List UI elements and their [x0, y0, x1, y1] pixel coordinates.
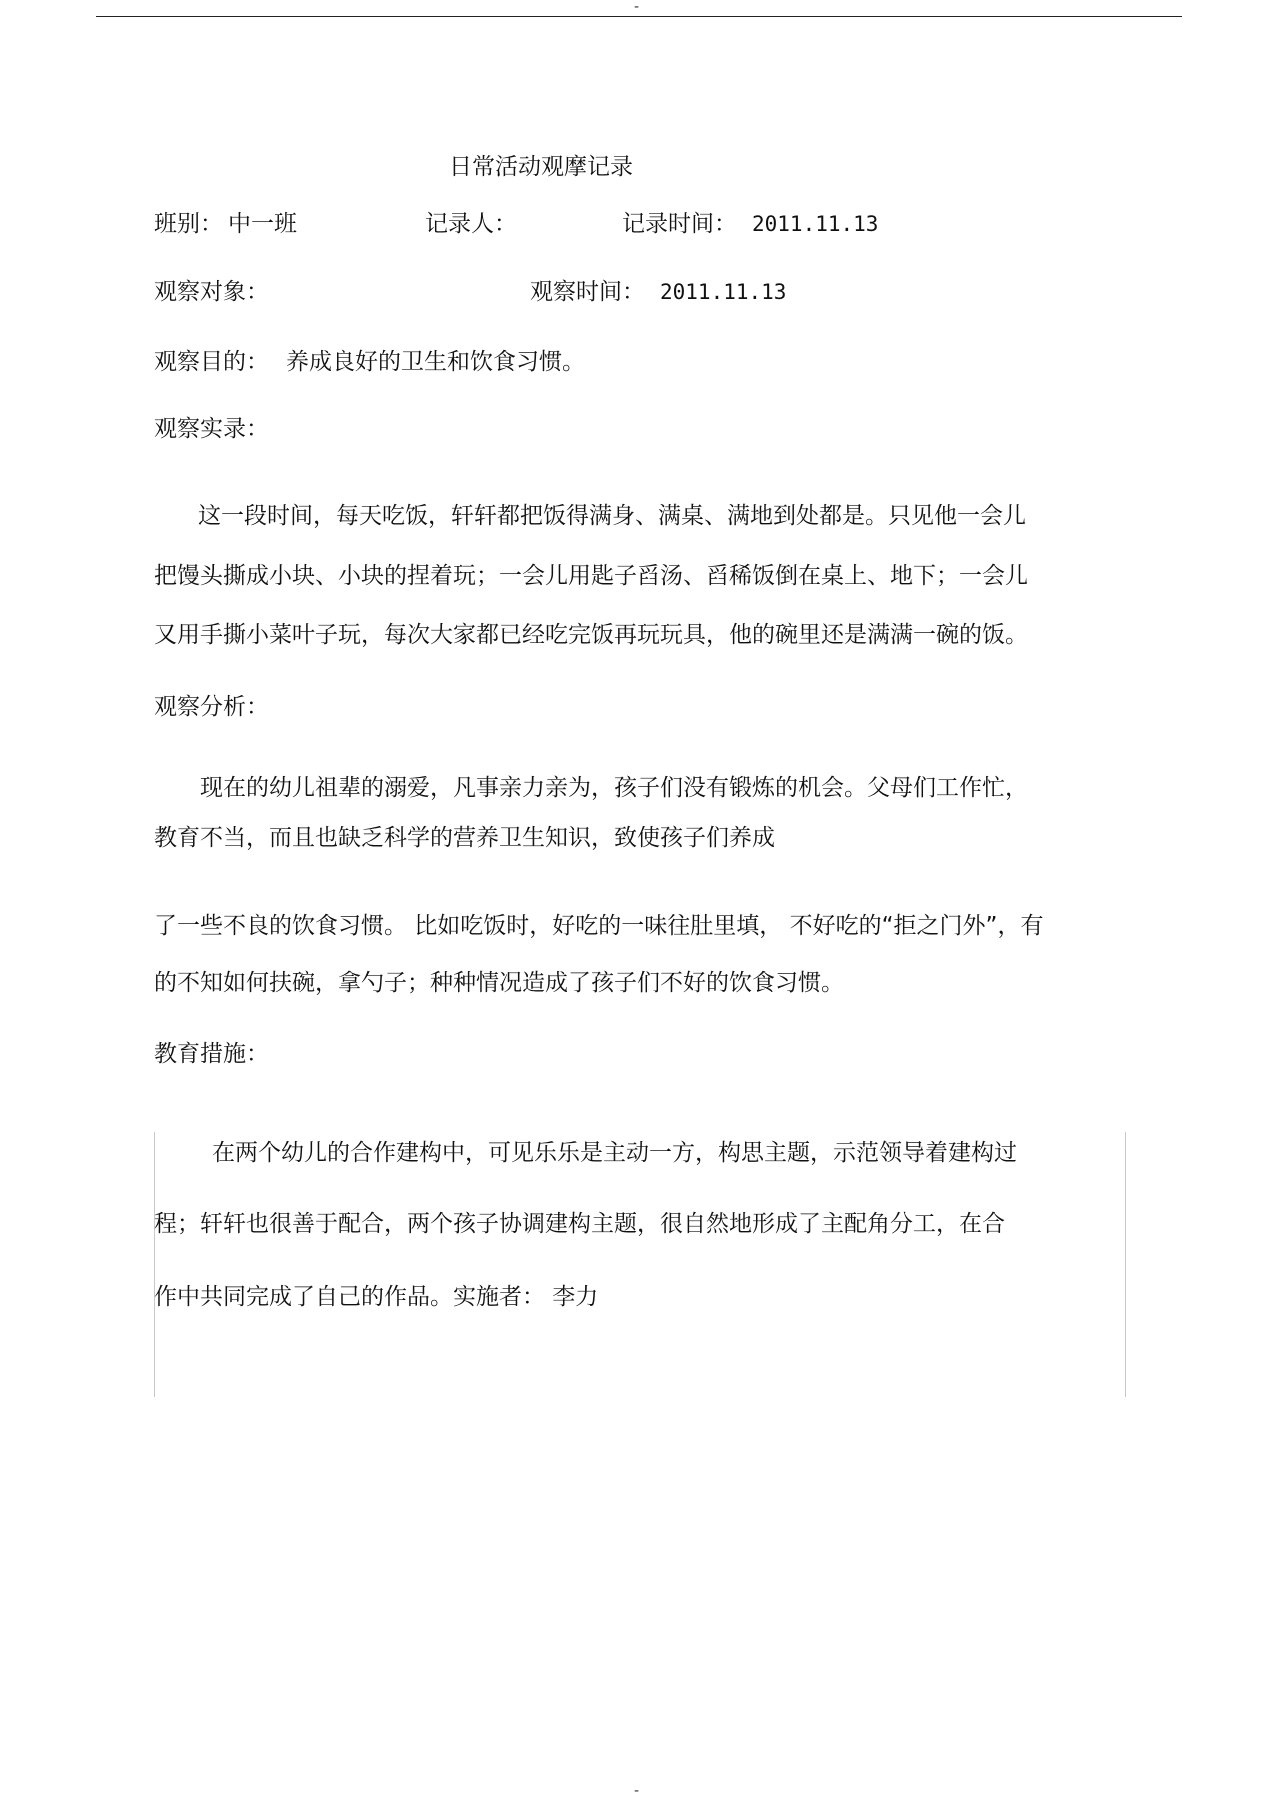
observe-target-label: 观察对象：: [154, 279, 269, 305]
record-time-label: 记录时间：: [622, 211, 737, 237]
observe-time-value: 2011.11.13: [660, 280, 787, 304]
analysis-heading: 观察分析：: [154, 694, 269, 720]
recorder-label: 记录人：: [425, 211, 517, 237]
record-heading: 观察实录：: [154, 416, 269, 442]
analysis-line: 了一些不良的饮食习惯。 比如吃饭时，好吃的一味往肚里填， 不好吃的“拒之门外”，有: [154, 913, 1044, 939]
record-time-value: 2011.11.13: [752, 212, 879, 236]
measures-line: 作中共同完成了自己的作品。实施者： 李力: [154, 1284, 599, 1310]
analysis-line: 现在的幼儿祖辈的溺爱，凡事亲力亲为，孩子们没有锻炼的机会。父母们工作忙，: [200, 775, 1028, 801]
record-line: 又用手撕小菜叶子玩，每次大家都已经吃完饭再玩玩具，他的碗里还是满满一碗的饭。: [154, 622, 1028, 648]
record-line: 这一段时间，每天吃饭，轩轩都把饭得满身、满桌、满地到处都是。只见他一会儿: [198, 503, 1026, 529]
measures-box: [154, 1132, 1126, 1397]
page-header-mark: -: [634, 0, 640, 15]
observe-time-label: 观察时间：: [530, 279, 645, 305]
purpose-value: 养成良好的卫生和饮食习惯。: [286, 349, 585, 375]
class-value: 中一班: [228, 211, 297, 237]
document-title: 日常活动观摩记录: [449, 154, 633, 180]
measures-line: 程；轩轩也很善于配合，两个孩子协调建构主题，很自然地形成了主配角分工，在合: [154, 1211, 1005, 1237]
measures-heading: 教育措施：: [154, 1041, 269, 1067]
page-footer-mark: -: [634, 1783, 640, 1799]
measures-line: 在两个幼儿的合作建构中，可见乐乐是主动一方，构思主题，示范领导着建构过: [212, 1140, 1017, 1166]
purpose-label: 观察目的：: [154, 349, 269, 375]
class-label: 班别：: [154, 211, 223, 237]
analysis-line: 的不知如何扶碗，拿勺子；种种情况造成了孩子们不好的饮食习惯。: [154, 970, 844, 996]
analysis-line: 教育不当，而且也缺乏科学的营养卫生知识，致使孩子们养成: [154, 825, 775, 851]
record-line: 把馒头撕成小块、小块的捏着玩；一会儿用匙子舀汤、舀稀饭倒在桌上、地下；一会儿: [154, 563, 1028, 589]
header-rule: [96, 16, 1182, 17]
